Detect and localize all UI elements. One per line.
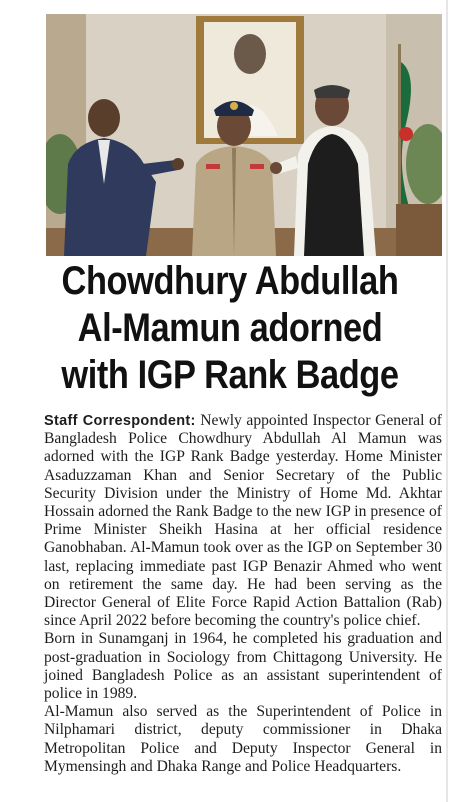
news-photo: [46, 14, 442, 256]
paragraph: Born in Sunamganj in 1964, he completed his graduation and post-graduation in Sociology from Chittagong University. He joined Bangladesh Police as an assistant superintendent of police in 1989.: [44, 630, 442, 703]
headline: [49, 258, 410, 399]
byline: Staff Correspondent:: [44, 413, 196, 429]
paragraph: Al-Mamun also served as the Superintendent of Police in Nilphamari district, deputy commissioner in Dhaka Metropolitan Police and Deputy Inspector General in Mymensingh and Dhaka Range and Police Headquarters.: [44, 703, 442, 775]
paragraph-text: Newly appointed Inspector General of Bangladesh Police Chowdhury Abdullah Al Mamun was adorned with the IGP Rank Badge yesterday. Home Minister Asaduzzaman Khan and Senior Secretary of the Public Security Division under the Ministry of Home Md. Akhtar Hossain adorned the Rank Badge to the new IGP in presence of Prime Minister Sheikh Hasina at her official residence Ganobhaban. Al-Mamun took over as the IGP on September 30 last, replacing immediate past IGP Benazir Ahmed who went on retirement the same day. He had been serving as the Director General of Elite Force Rapid Action Battalion (Rab) since April 2022 before becoming the country's police chief.: [44, 412, 442, 630]
headline-line: Chowdhury Abdullah: [61, 259, 399, 303]
article-body: [44, 412, 442, 776]
column-rule: [446, 0, 448, 802]
headline-line: with IGP Rank Badge: [61, 353, 399, 397]
headline-line: Al-Mamun adorned: [77, 306, 383, 350]
paragraph: [44, 412, 442, 630]
photo-illustration: [46, 14, 442, 256]
